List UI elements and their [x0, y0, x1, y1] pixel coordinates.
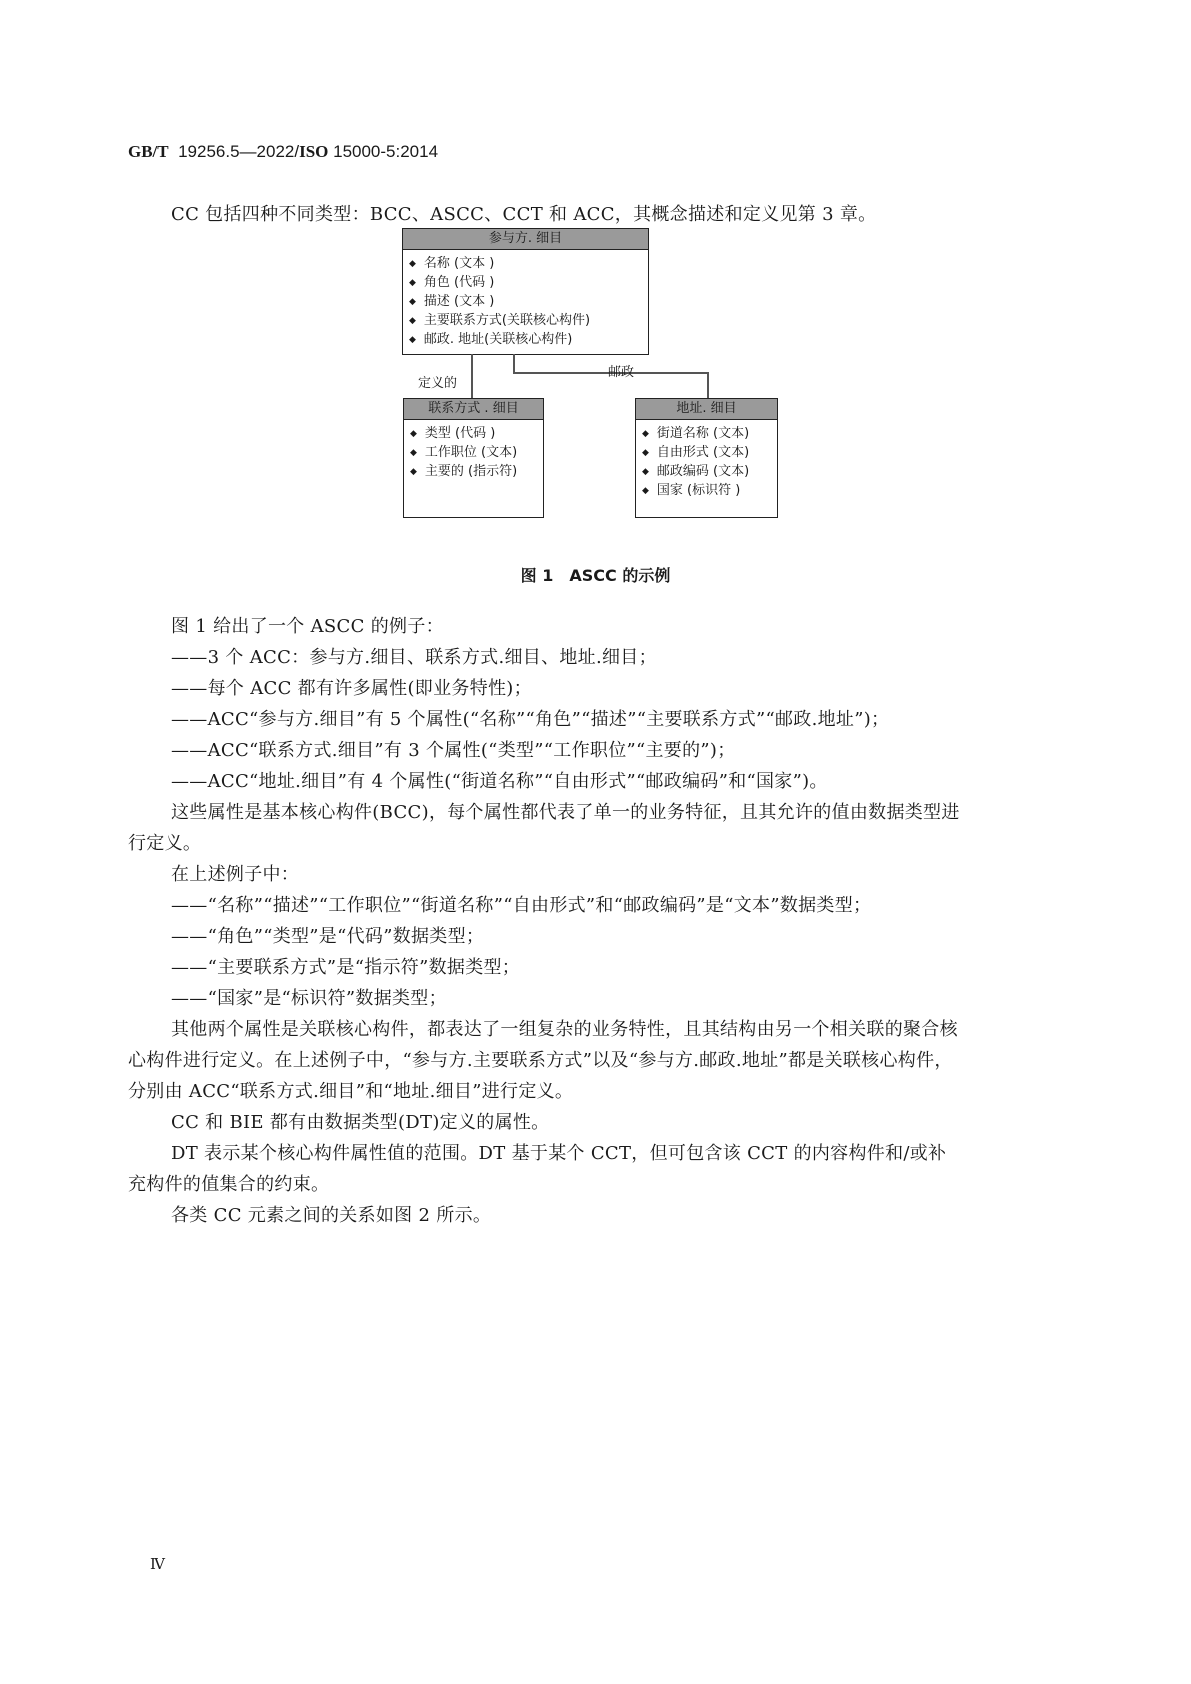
std-number: 19256.5—2022/	[178, 142, 300, 161]
iso-number: 15000-5:2014	[333, 142, 439, 161]
attribute-item: ◆ 类型 (代码 )	[410, 424, 543, 443]
body-line: 各类 CC 元素之间的关系如图 2 所示。	[171, 1205, 492, 1226]
attribute-item: ◆ 工作职位 (文本)	[410, 443, 543, 462]
attribute-item: ◆ 街道名称 (文本)	[642, 424, 777, 443]
attribute-item: ◆ 主要联系方式(关联核心构件)	[409, 311, 648, 330]
box-title: 联系方式 . 细目	[404, 399, 543, 420]
body-line: ——“角色”“类型”是“代码”数据类型；	[171, 926, 485, 947]
party-details-box	[402, 228, 649, 355]
contact-details-box	[403, 398, 544, 518]
body-line: ——“国家”是“标识符”数据类型；	[171, 988, 447, 1009]
iso-prefix: ISO	[299, 142, 329, 161]
body-line: CC 和 BIE 都有由数据类型(DT)定义的属性。	[171, 1112, 550, 1133]
body-line: 心构件进行定义。在上述例子中，“参与方.主要联系方式”以及“参与方.邮政.地址”都是关联核心构件，	[128, 1050, 953, 1071]
body-line: DT 表示某个核心构件属性值的范围。DT 基于某个 CCT，但可包含该 CCT 的内容构件和/或补	[171, 1143, 947, 1164]
std-prefix: GB/T	[128, 142, 169, 161]
body-line: ——ACC“地址.细目”有 4 个属性(“街道名称”“自由形式”“邮政编码”和“国家”)。	[171, 771, 828, 792]
body-line: ——ACC“联系方式.细目”有 3 个属性(“类型”“工作职位”“主要的”)；	[171, 740, 736, 761]
body-line: 分别由 ACC“联系方式.细目”和“地址.细目”进行定义。	[128, 1081, 574, 1102]
body-line: ——“主要联系方式”是“指示符”数据类型；	[171, 957, 521, 978]
box-title: 参与方. 细目	[403, 229, 648, 250]
page-number: Ⅳ	[150, 1555, 165, 1573]
body-line: 图 1 给出了一个 ASCC 的例子：	[171, 616, 444, 637]
association-label: 邮政	[608, 365, 635, 380]
attribute-item: ◆ 国家 (标识符 )	[642, 481, 777, 500]
body-line: ——“名称”“描述”“工作职位”“街道名称”“自由形式”和“邮政编码”是“文本”数据类型；	[171, 895, 872, 916]
standard-header	[128, 142, 438, 162]
attribute-item: ◆ 邮政. 地址(关联核心构件)	[409, 330, 648, 349]
body-line: ——ACC“参与方.细目”有 5 个属性(“名称”“角色”“描述”“主要联系方式”“邮政.地址”)；	[171, 709, 890, 730]
attribute-item: ◆ 主要的 (指示符)	[410, 462, 543, 481]
body-line: ——每个 ACC 都有许多属性(即业务特性)；	[171, 678, 532, 699]
box-title: 地址. 细目	[636, 399, 777, 420]
body-line: 行定义。	[128, 833, 202, 854]
attribute-item: ◆ 名称 (文本 )	[409, 254, 648, 273]
connector-line	[471, 354, 473, 399]
figure-caption: 图 1 ASCC 的示例	[520, 566, 671, 585]
attribute-item: ◆ 自由形式 (文本)	[642, 443, 777, 462]
connector-line	[513, 354, 515, 373]
body-line: 其他两个属性是关联核心构件，都表达了一组复杂的业务特性，且其结构由另一个相关联的聚合核	[171, 1019, 958, 1040]
attribute-item: ◆ 邮政编码 (文本)	[642, 462, 777, 481]
intro-paragraph: CC 包括四种不同类型：BCC、ASCC、CCT 和 ACC，其概念描述和定义见第 3 章。	[171, 204, 877, 225]
body-line: ——3 个 ACC：参与方.细目、联系方式.细目、地址.细目；	[171, 647, 657, 668]
attribute-item: ◆ 描述 (文本 )	[409, 292, 648, 311]
body-line: 在上述例子中：	[171, 864, 300, 885]
address-details-box	[635, 398, 778, 518]
connector-line	[707, 372, 709, 399]
body-line: 这些属性是基本核心构件(BCC)，每个属性都代表了单一的业务特征，且其允许的值由数据类型进	[171, 802, 960, 823]
body-line: 充构件的值集合的约束。	[128, 1174, 330, 1195]
attribute-item: ◆ 角色 (代码 )	[409, 273, 648, 292]
association-label: 定义的	[418, 376, 458, 391]
